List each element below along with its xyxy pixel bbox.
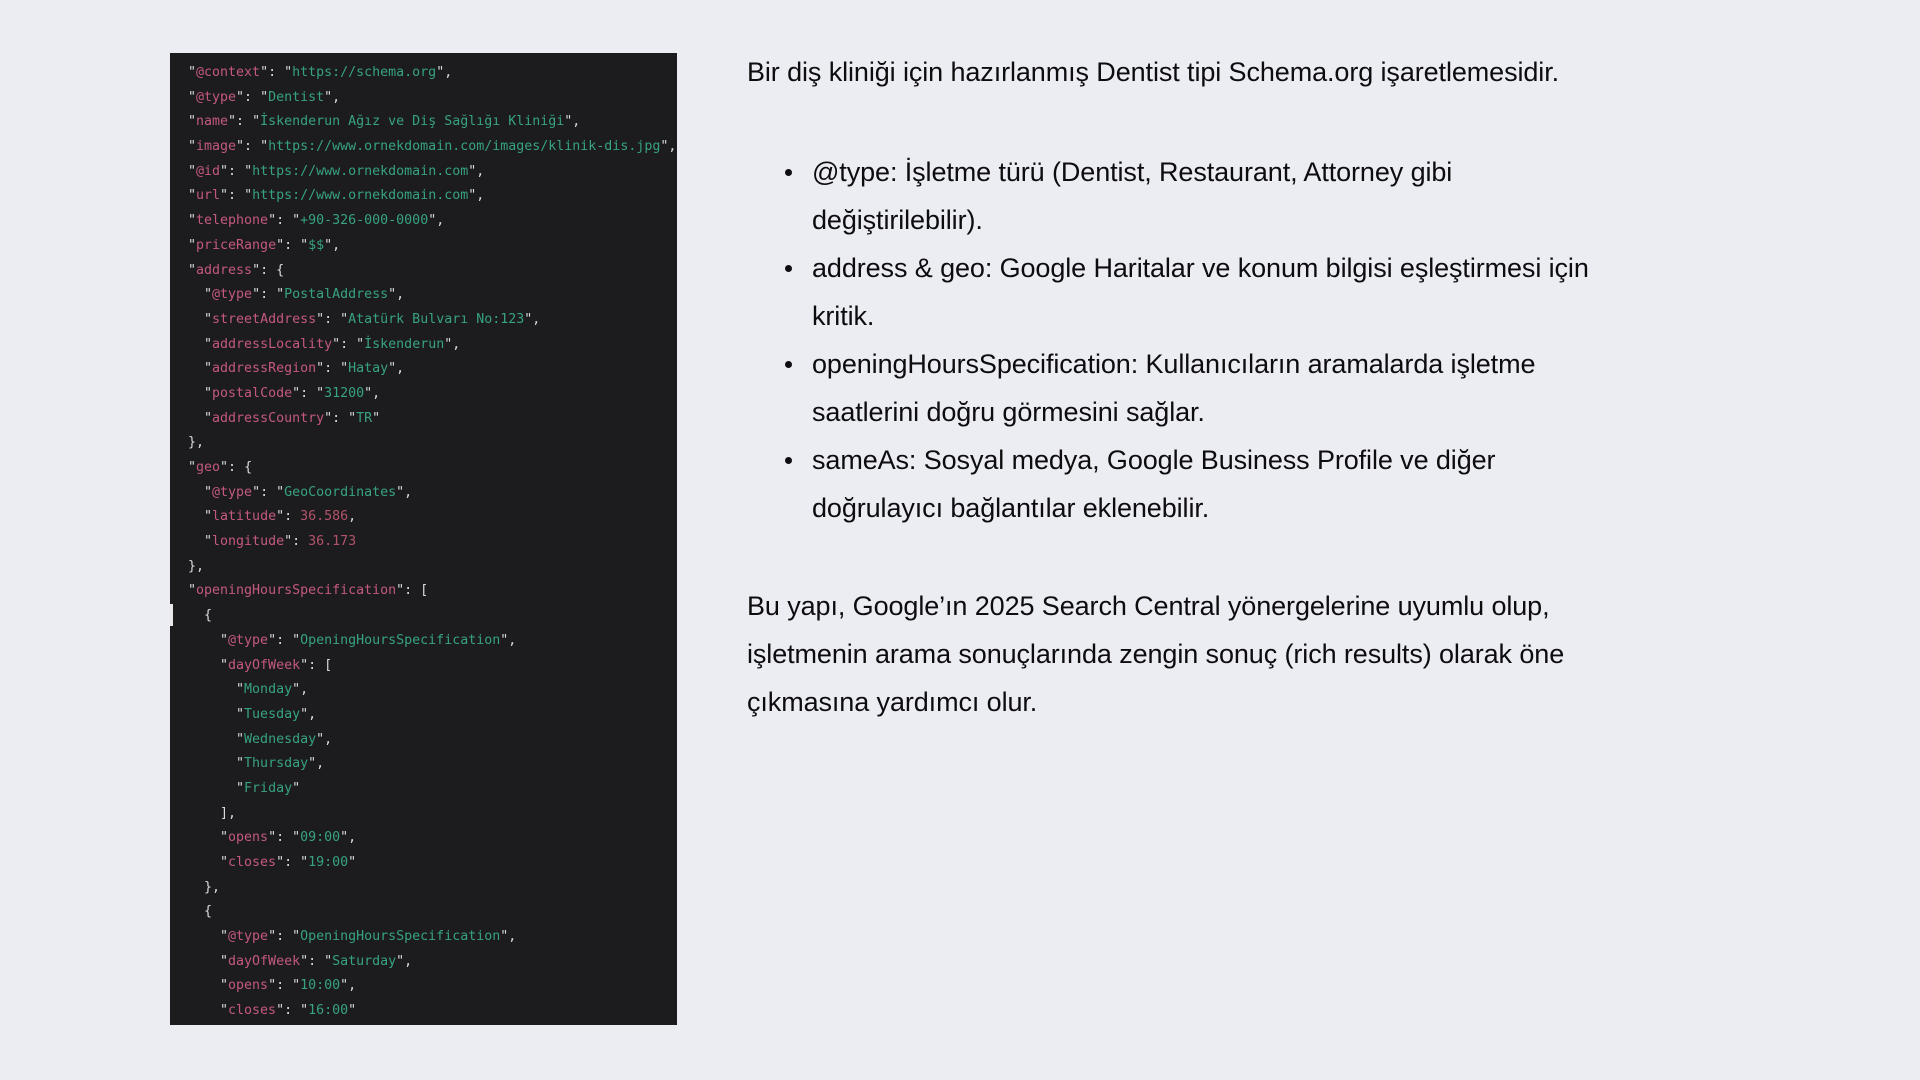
code-line: "Thursday", — [188, 756, 325, 772]
list-item — [747, 340, 1767, 436]
code-line: "address": { — [188, 262, 285, 278]
code-line: "@type": "OpeningHoursSpecification", — [188, 929, 517, 945]
list-item-line: address & geo: Google Haritalar ve konum bilgisi eşleştirmesi için — [812, 253, 1589, 283]
code-line: "postalCode": "31200", — [188, 385, 381, 401]
bullet-icon — [785, 361, 792, 368]
code-line: "addressLocality": "İskenderun", — [188, 336, 461, 352]
code-line: "Wednesday", — [188, 731, 333, 747]
code-line: "@type": "PostalAddress", — [188, 287, 405, 303]
code-line: "@context": "https://schema.org", — [188, 65, 453, 80]
code-line: }, — [188, 558, 205, 574]
list-item-line: openingHoursSpecification: Kullanıcıların aramalarda işletme — [812, 349, 1536, 379]
code-line: "addressCountry": "TR" — [188, 410, 381, 426]
bullet-icon — [785, 169, 792, 176]
code-line: "opens": "09:00", — [188, 830, 357, 846]
list-item-line: @type: İşletme türü (Dentist, Restaurant, Attorney gibi — [812, 157, 1453, 187]
code-line: "url": "https://www.ornekdomain.com", — [188, 188, 485, 204]
code-line: "dayOfWeek": [ — [188, 657, 333, 673]
code-line: "@type": "GeoCoordinates", — [188, 484, 413, 500]
code-line: "closes": "19:00" — [188, 855, 357, 870]
code-line: "Friday" — [188, 780, 301, 796]
description-panel — [747, 48, 1767, 726]
list-item-line: sameAs: Sosyal medya, Google Business Profile ve diğer — [812, 445, 1496, 475]
text-cursor — [170, 604, 173, 626]
code-line: "geo": { — [188, 460, 253, 475]
list-item — [747, 148, 1767, 244]
code-line: { — [188, 608, 213, 624]
code-line: "dayOfWeek": "Saturday", — [188, 953, 413, 969]
code-line: "opens": "10:00", — [188, 978, 357, 994]
list-item — [747, 244, 1767, 340]
code-line: ], — [188, 805, 237, 821]
code-line: "priceRange": "$$", — [188, 237, 341, 253]
outro-line: Bu yapı, Google’ın 2025 Search Central yönergelerine uyumlu olup, — [747, 591, 1550, 621]
code-line: { — [188, 904, 213, 920]
list-item-line: saatlerini doğru görmesini sağlar. — [812, 397, 1205, 427]
code-line: "@id": "https://www.ornekdomain.com", — [188, 163, 485, 179]
list-item-line: doğrulayıcı bağlantılar eklenebilir. — [812, 493, 1210, 523]
code-line: "latitude": 36.586, — [188, 509, 357, 525]
code-line: "streetAddress": "Atatürk Bulvarı No:123", — [188, 311, 541, 327]
code-line: "telephone": "+90-326-000-0000", — [188, 213, 445, 229]
list-item-line: kritik. — [812, 301, 875, 331]
code-line: "name": "İskenderun Ağız ve Diş Sağlığı Kliniği", — [188, 114, 581, 130]
bullet-icon — [785, 265, 792, 272]
intro-text — [747, 48, 1767, 96]
intro-line: Bir diş kliniği için hazırlanmış Dentist tipi Schema.org işaretlemesidir. — [747, 57, 1559, 87]
list-item — [747, 436, 1767, 532]
code-editor-panel[interactable] — [170, 53, 677, 1025]
feature-list — [747, 148, 1767, 532]
bullet-icon — [785, 457, 792, 464]
outro-line: işletmenin arama sonuçlarında zengin sonuç (rich results) olarak öne — [747, 639, 1565, 669]
code-line: "@type": "Dentist", — [188, 89, 341, 105]
outro-text — [747, 582, 1767, 726]
list-item-line: değiştirilebilir). — [812, 205, 983, 235]
code-line: "addressRegion": "Hatay", — [188, 361, 405, 377]
code-line: "longitude": 36.173 — [188, 534, 357, 550]
outro-line: çıkmasına yardımcı olur. — [747, 687, 1038, 717]
code-line: "Monday", — [188, 682, 309, 698]
code-line: "closes": "16:00" — [188, 1003, 357, 1019]
code-line: "Tuesday", — [188, 706, 317, 722]
code-line: "image": "https://www.ornekdomain.com/images/klinik-dis.jpg", — [188, 139, 677, 155]
code-line: }, — [188, 879, 221, 895]
code-line: "openingHoursSpecification": [ — [188, 583, 429, 599]
code-line: "@type": "OpeningHoursSpecification", — [188, 632, 517, 648]
code-line: }, — [188, 435, 205, 451]
